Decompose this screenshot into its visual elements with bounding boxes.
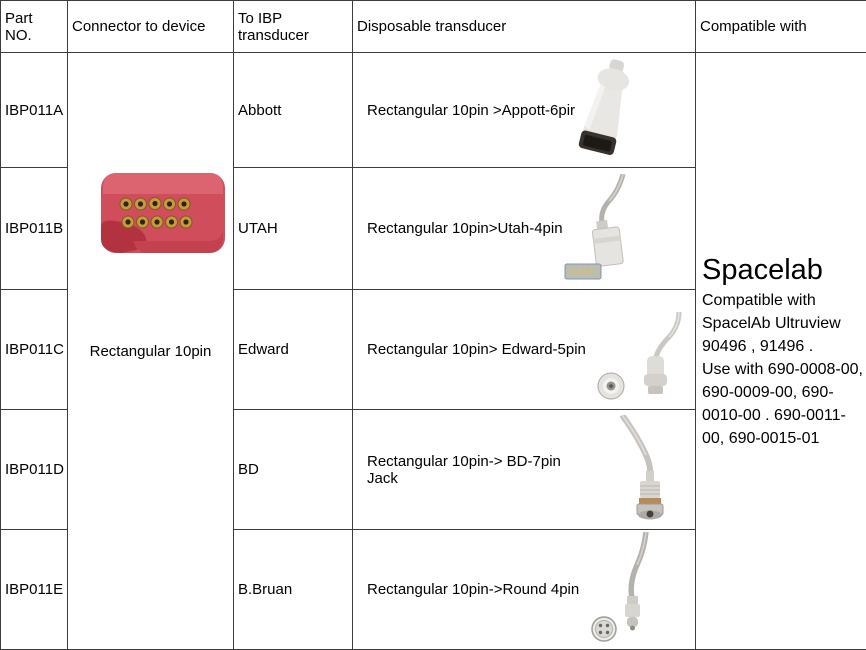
col-header-connector-to-device: Connector to device xyxy=(68,1,234,53)
compatible-line: 0010-00 . 690-0011- xyxy=(702,406,846,424)
connector-label: Rectangular 10pin xyxy=(89,343,212,360)
compatible-line: 90496 , 91496 . xyxy=(702,337,814,355)
part-no-ibp011c: IBP011C xyxy=(1,290,68,410)
header-row xyxy=(1,1,866,53)
edward-5pin-connector-image xyxy=(591,312,691,402)
brand-ibp011c: Edward xyxy=(234,290,353,410)
compatible-line: SpacelAb Ultruview xyxy=(702,314,841,332)
part-no-ibp011e: IBP011E xyxy=(1,530,68,650)
part-no-ibp011d: IBP011D xyxy=(1,410,68,530)
compatible-details xyxy=(702,289,864,450)
utah-edge-connector xyxy=(565,264,601,279)
transducer-description: Rectangular 10pin->Round 4pin xyxy=(367,581,580,598)
brand-ibp011d: BD xyxy=(234,410,353,530)
compatible-line: Use with 690-0008-00, xyxy=(702,360,863,378)
disposable-cell-ibp011e xyxy=(353,530,696,650)
round-4pin-connector-image xyxy=(584,532,689,646)
col-header-to-ibp-transducer: To IBP transducer xyxy=(234,1,353,53)
disposable-cell-ibp011a xyxy=(353,53,696,168)
compatible-line: 00, 690-0015-01 xyxy=(702,429,820,447)
brand-ibp011a: Abbott xyxy=(234,53,353,168)
compatible-with-cell xyxy=(696,53,866,650)
disposable-cell-ibp011b xyxy=(353,168,696,290)
part-no-ibp011a: IBP011A xyxy=(1,53,68,168)
col-header-part-no: Part NO. xyxy=(1,1,68,53)
brand-ibp011e: B.Bruan xyxy=(234,530,353,650)
connector-to-device-cell xyxy=(68,53,234,650)
bd-7pin-jack-connector-image xyxy=(594,415,689,523)
transducer-description: Rectangular 10pin>Utah-4pin xyxy=(367,220,563,237)
transducer-description: Rectangular 10pin >Appott-6pir xyxy=(367,101,576,119)
transducer-description: Rectangular 10pin-> BD-7pin Jack xyxy=(367,452,561,487)
disposable-cell-ibp011c xyxy=(353,290,696,410)
red-rectangular-10pin-connector-image xyxy=(99,169,227,261)
col-header-compatible-with: Compatible with xyxy=(696,1,866,53)
utah-4pin-connector-image xyxy=(561,174,661,282)
part-no-ibp011b: IBP011B xyxy=(1,168,68,290)
col-header-disposable-transducer: Disposable transducer xyxy=(353,1,696,53)
abbott-6pin-connector-image xyxy=(565,57,649,161)
compatible-brand: Spacelab xyxy=(702,253,823,286)
compatible-line: 690-0009-00, 690- xyxy=(702,383,834,401)
transducer-description: Rectangular 10pin> Edward-5pin xyxy=(367,341,586,358)
compatible-line: Compatible with xyxy=(702,291,816,309)
brand-ibp011b: UTAH xyxy=(234,168,353,290)
table-row-ibp011a xyxy=(1,53,866,168)
disposable-cell-ibp011d xyxy=(353,410,696,530)
